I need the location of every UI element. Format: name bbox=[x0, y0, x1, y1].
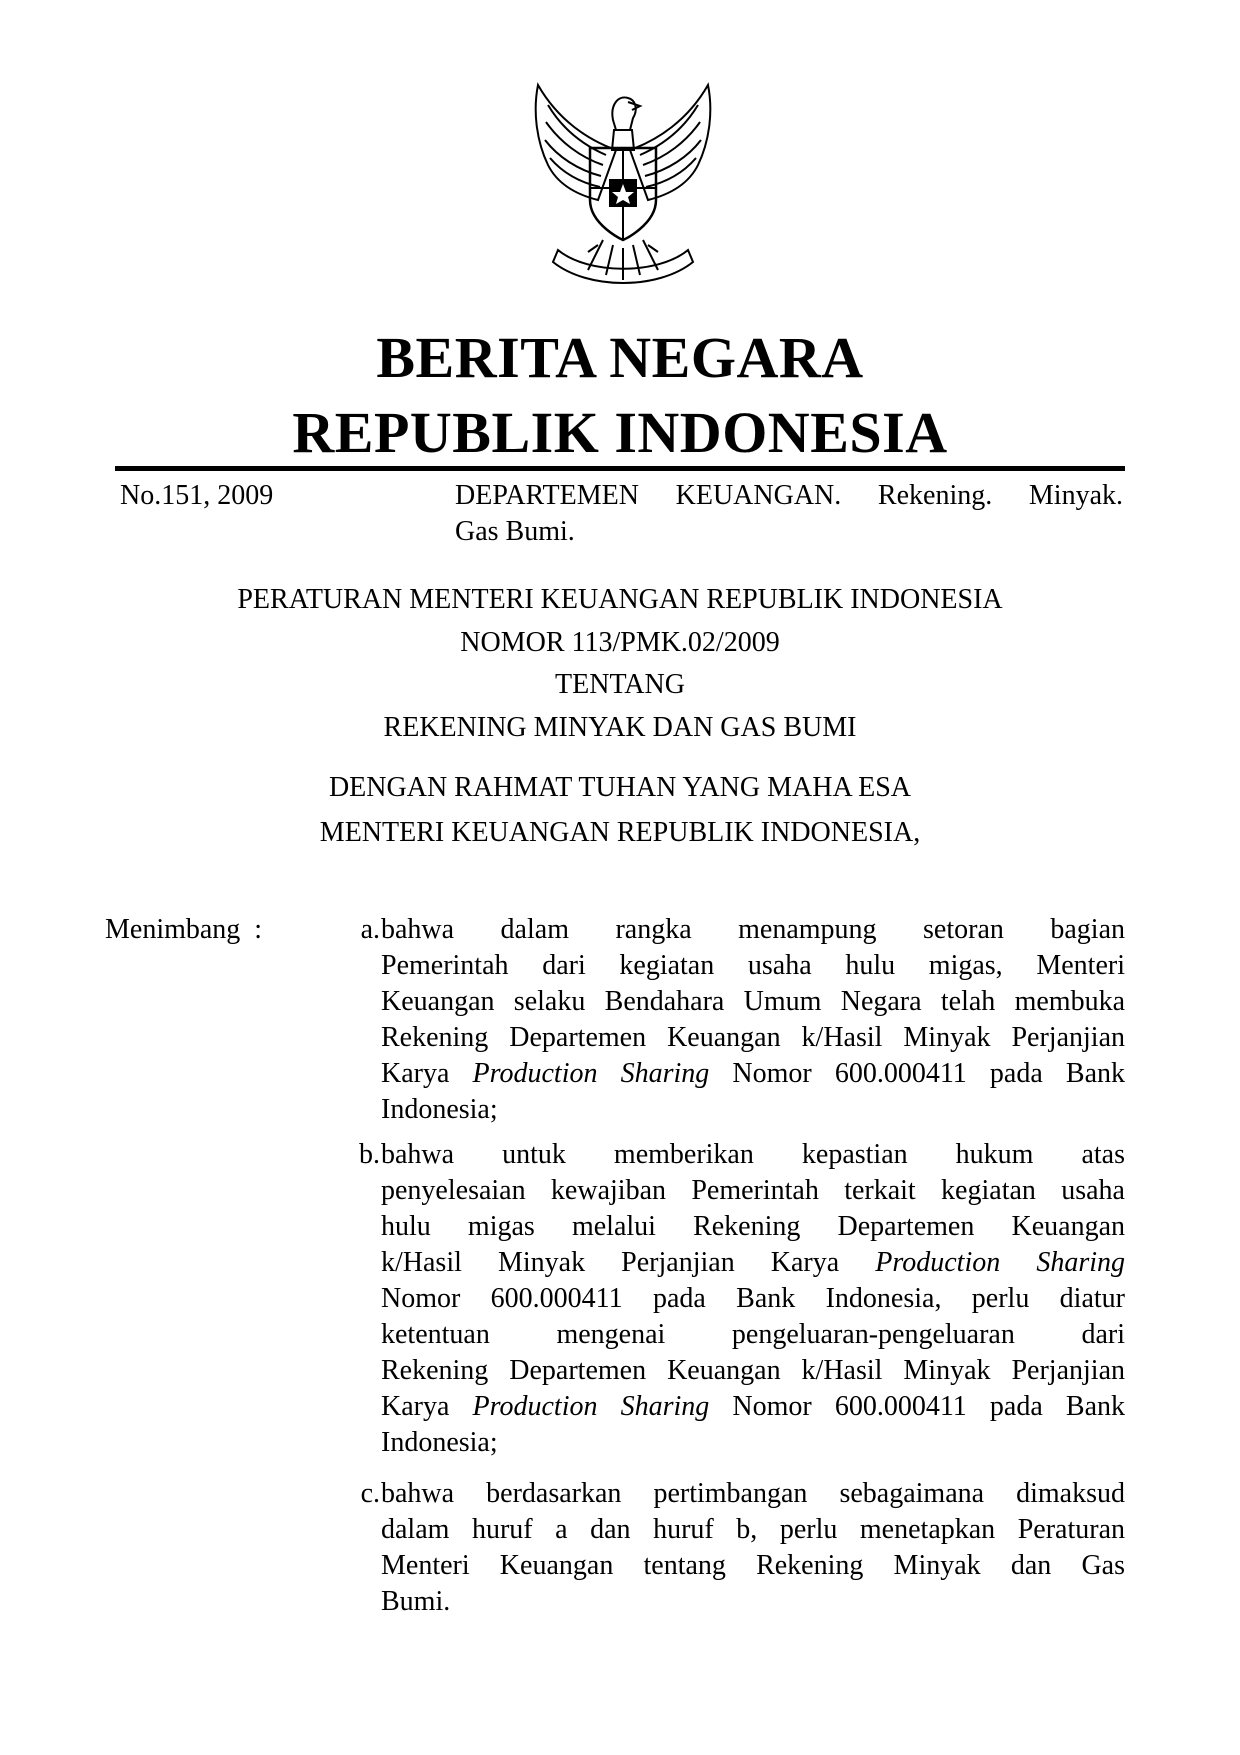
regulation-number: NOMOR 113/PMK.02/2009 bbox=[460, 627, 780, 658]
text: Nomor 600.000411 pada Bank bbox=[709, 1391, 1126, 1422]
text: Nomor 600.000411 pada Bank bbox=[709, 1058, 1126, 1089]
text: Karya bbox=[381, 1391, 473, 1422]
item-body bbox=[381, 912, 1125, 1128]
item-letter: c. bbox=[360, 1478, 380, 1509]
item-line: Nomor 600.000411 pada Bank Indonesia, perlu diatur bbox=[381, 1283, 1125, 1314]
italic-term: Production Sharing bbox=[472, 1058, 710, 1089]
gazette-subject-line-1: DEPARTEMEN KEUANGAN. Rekening. Minyak. bbox=[455, 480, 1123, 511]
invocation: DENGAN RAHMAT TUHAN YANG MAHA ESA bbox=[328, 772, 912, 803]
garuda-emblem-icon bbox=[518, 80, 728, 298]
item-line-last: Indonesia; bbox=[381, 1094, 498, 1125]
menimbang-label: Menimbang : bbox=[105, 914, 263, 945]
item-line: bahwa berdasarkan pertimbangan sebagaimana dimaksud bbox=[381, 1478, 1125, 1509]
item-line: hulu migas melalui Rekening Departemen Keuangan bbox=[381, 1211, 1125, 1242]
masthead-line-2: REPUBLIK INDONESIA bbox=[292, 400, 948, 465]
item-line bbox=[381, 1056, 1125, 1092]
gazette-subject-line-2: Gas Bumi. bbox=[455, 516, 575, 547]
masthead-line-1: BERITA NEGARA bbox=[376, 325, 864, 390]
item-line: bahwa dalam rangka menampung setoran bagian bbox=[381, 914, 1125, 945]
item-line: Rekening Departemen Keuangan k/Hasil Minyak Perjanjian bbox=[381, 1022, 1125, 1053]
issuer: MENTERI KEUANGAN REPUBLIK INDONESIA, bbox=[319, 817, 921, 848]
item-line: bahwa untuk memberikan kepastian hukum atas bbox=[381, 1139, 1125, 1170]
gazette-number: No.151, 2009 bbox=[120, 480, 274, 511]
regulation-tentang: TENTANG bbox=[555, 669, 685, 700]
item-letter: b. bbox=[359, 1139, 380, 1170]
item-line: Pemerintah dari kegiatan usaha hulu migas, Menteri bbox=[381, 950, 1125, 981]
item-line: ketentuan mengenai pengeluaran-pengeluaran dari bbox=[381, 1319, 1125, 1350]
regulation-title: PERATURAN MENTERI KEUANGAN REPUBLIK INDONESIA bbox=[237, 584, 1003, 615]
item-line-last: Bumi. bbox=[381, 1586, 451, 1617]
header-divider bbox=[115, 466, 1125, 471]
item-line bbox=[381, 1245, 1125, 1281]
item-line-last: Indonesia; bbox=[381, 1427, 498, 1458]
item-line: Menteri Keuangan tentang Rekening Minyak dan Gas bbox=[381, 1550, 1125, 1581]
text: k/Hasil Minyak Perjanjian Karya bbox=[381, 1247, 876, 1278]
italic-term: Production Sharing bbox=[875, 1247, 1125, 1278]
text: Karya bbox=[381, 1058, 473, 1089]
item-body bbox=[381, 1476, 1125, 1620]
item-body bbox=[381, 1137, 1125, 1461]
item-line: Rekening Departemen Keuangan k/Hasil Minyak Perjanjian bbox=[381, 1355, 1125, 1386]
item-letter: a. bbox=[360, 914, 380, 945]
regulation-subject: REKENING MINYAK DAN GAS BUMI bbox=[383, 712, 857, 743]
item-line bbox=[381, 1389, 1125, 1425]
item-line: dalam huruf a dan huruf b, perlu menetapkan Peraturan bbox=[381, 1514, 1125, 1545]
item-line: penyelesaian kewajiban Pemerintah terkait kegiatan usaha bbox=[381, 1175, 1125, 1206]
gazette-subject bbox=[455, 478, 1123, 550]
italic-term: Production Sharing bbox=[472, 1391, 710, 1422]
item-line: Keuangan selaku Bendahara Umum Negara telah membuka bbox=[381, 986, 1125, 1017]
